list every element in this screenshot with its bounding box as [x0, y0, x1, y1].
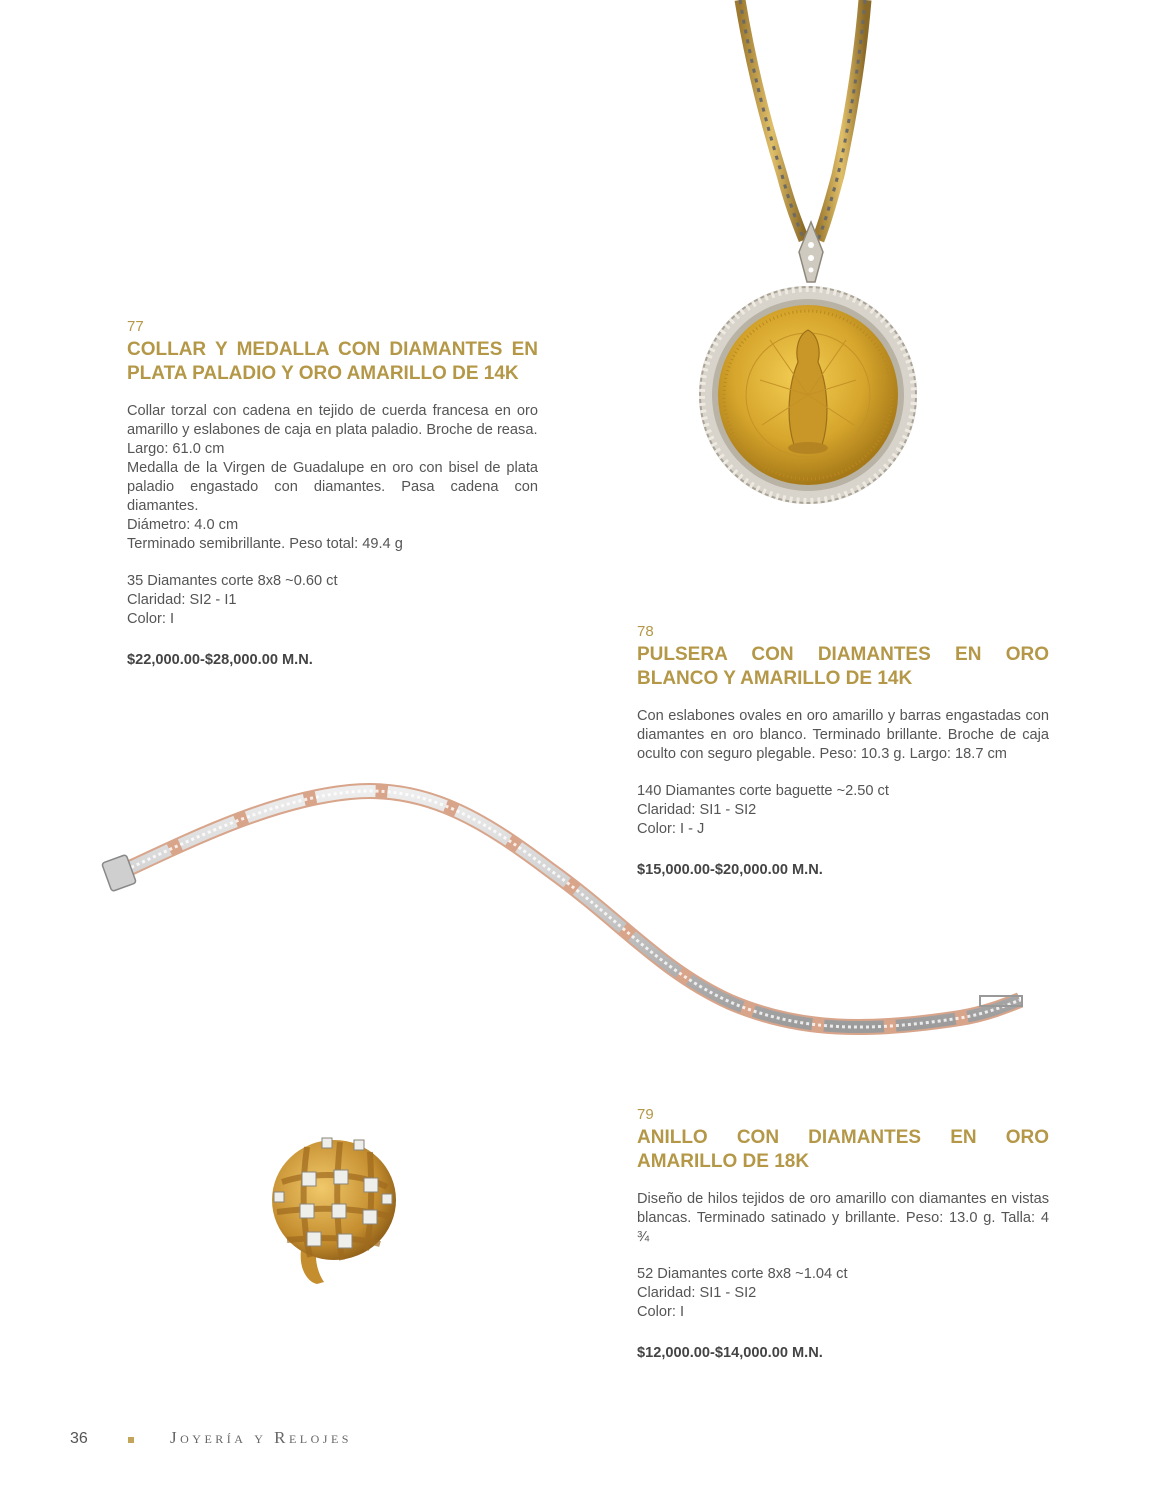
- spec-line: Color: I - J: [637, 821, 705, 837]
- lot-description: [127, 402, 538, 554]
- section-title: Joyería y Relojes: [170, 1428, 352, 1447]
- lot-title: COLLAR Y MEDALLA CON DIAMANTES EN PLATA PALADIO Y ORO AMARILLO DE 14K: [127, 339, 538, 384]
- spec-line: Claridad: SI1 - SI2: [637, 802, 757, 818]
- lot-title: ANILLO CON DIAMANTES EN ORO AMARILLO DE 18K: [637, 1127, 1049, 1172]
- bracelet-photo: [100, 770, 1030, 1050]
- spec-line: 140 Diamantes corte baguette ~2.50 ct: [637, 783, 889, 799]
- description-line: Largo: 61.0 cm: [127, 441, 225, 457]
- lot-specs: [637, 1265, 1049, 1322]
- necklace-medal-photo: [690, 0, 930, 505]
- lot-price: $15,000.00-$20,000.00 M.N.: [637, 862, 823, 878]
- description-line: Collar torzal con cadena en tejido de cuerda francesa en oro amarillo y eslabones de caja en plata paladio. Broche de reasa.: [127, 403, 538, 438]
- lot-number: 77: [127, 318, 144, 335]
- lot-price: $22,000.00-$28,000.00 M.N.: [127, 652, 313, 668]
- description-line: Con eslabones ovales en oro amarillo y barras engastadas con diamantes en oro blanco. Terminado brillante. Broche de caja oculto con seguro plegable. Peso: 10.3 g. Largo: 18.7 cm: [637, 708, 1049, 762]
- spec-line: 52 Diamantes corte 8x8 ~1.04 ct: [637, 1266, 848, 1282]
- lot-price: $12,000.00-$14,000.00 M.N.: [637, 1345, 823, 1361]
- lot-77: [127, 318, 538, 668]
- spec-line: Claridad: SI2 - I1: [127, 592, 237, 608]
- lot-specs: [127, 572, 538, 629]
- lot-title: PULSERA CON DIAMANTES EN ORO BLANCO Y AMARILLO DE 14K: [637, 644, 1049, 689]
- lot-description: [637, 1190, 1049, 1247]
- spec-line: Color: I: [637, 1304, 685, 1320]
- lot-number: 79: [637, 1106, 654, 1123]
- description-line: Medalla de la Virgen de Guadalupe en oro con bisel de plata paladio engastado con diamantes. Pasa cadena con diamantes.: [127, 460, 538, 514]
- spec-line: Color: I: [127, 611, 175, 627]
- ring-photo: [262, 1132, 407, 1287]
- lot-number: 78: [637, 623, 654, 640]
- spec-line: Claridad: SI1 - SI2: [637, 1285, 757, 1301]
- footer-square-icon: [128, 1437, 134, 1443]
- spec-line: 35 Diamantes corte 8x8 ~0.60 ct: [127, 573, 338, 589]
- page-number: 36: [70, 1430, 88, 1447]
- description-line: Diseño de hilos tejidos de oro amarillo con diamantes en vistas blancas. Terminado satinado y brillante. Peso: 13.0 g. Talla: 4 ¾: [637, 1191, 1049, 1245]
- description-line: Terminado semibrillante. Peso total: 49.4 g: [127, 536, 403, 552]
- lot-description: [637, 707, 1049, 764]
- description-line: Diámetro: 4.0 cm: [127, 517, 239, 533]
- lot-79: [637, 1106, 1049, 1361]
